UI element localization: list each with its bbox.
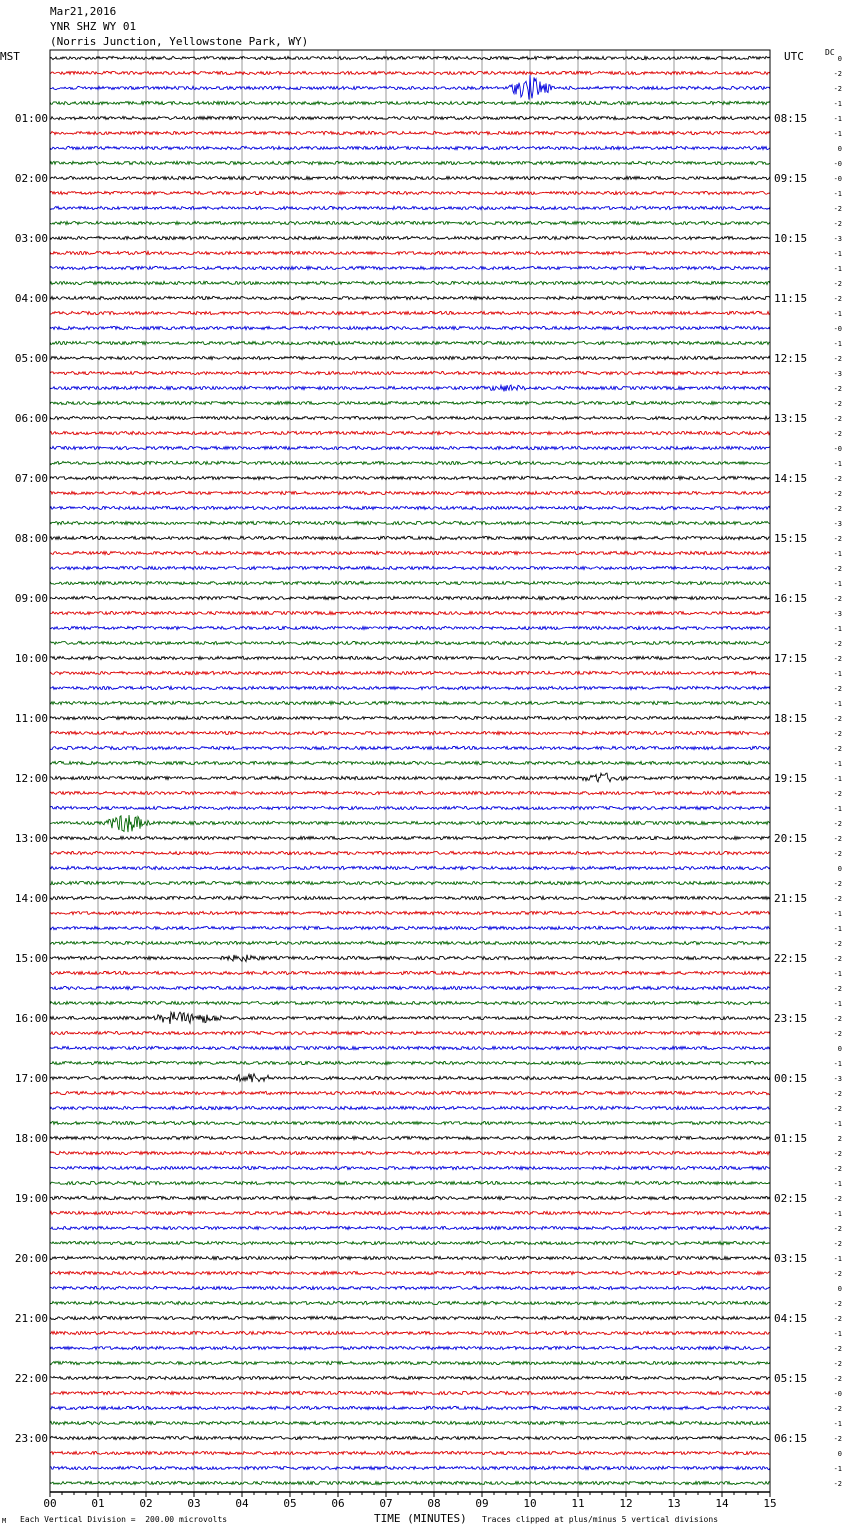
dc-offset-label: -1 [833, 310, 842, 318]
mst-hour-label: 08:00 [14, 532, 48, 545]
dc-offset-label: -3 [833, 370, 842, 378]
utc-hour-label: 08:15 [774, 112, 808, 125]
trace-line [50, 761, 770, 764]
dc-offset-label: -2 [833, 835, 842, 843]
axis-labels [15, 55, 842, 1510]
utc-hour-label: 00:15 [774, 1072, 808, 1085]
dc-offset-label: -2 [833, 1345, 842, 1353]
trace-line [50, 896, 770, 899]
mst-hour-label: 07:00 [14, 472, 48, 485]
dc-offset-label: -2 [833, 820, 842, 828]
utc-hour-label: 18:15 [774, 712, 808, 725]
utc-hour-label: 01:15 [774, 1132, 808, 1145]
utc-hour-label: 03:15 [774, 1252, 808, 1265]
dc-offset-label: -1 [833, 1465, 842, 1473]
seismic-traces [50, 56, 770, 1484]
trace-line [50, 1256, 770, 1259]
mst-hour-label: 06:00 [14, 412, 48, 425]
trace-line [50, 641, 770, 644]
x-tick-label: 15 [763, 1497, 777, 1510]
trace-line [50, 955, 770, 962]
utc-hour-label: 23:15 [774, 1012, 808, 1025]
trace-line [50, 371, 770, 374]
mst-hour-label: 17:00 [14, 1072, 48, 1085]
utc-hour-label: 17:15 [774, 652, 808, 665]
trace-line [50, 926, 770, 929]
mst-hour-label: 04:00 [14, 292, 48, 305]
trace-line [50, 356, 770, 359]
dc-offset-label: -0 [833, 175, 842, 183]
utc-hour-label: 05:15 [774, 1372, 808, 1385]
dc-offset-label: -2 [833, 490, 842, 498]
dc-offset-label: -3 [833, 235, 842, 243]
dc-offset-label: -2 [833, 385, 842, 393]
dc-offset-label: -1 [833, 700, 842, 708]
trace-line [50, 1046, 770, 1049]
x-tick-label: 02 [139, 1497, 153, 1510]
dc-offset-label: -2 [833, 1165, 842, 1173]
dc-offset-label: -1 [833, 1255, 842, 1263]
x-tick-label: 10 [523, 1497, 537, 1510]
trace-line [50, 1031, 770, 1034]
dc-offset-label: -3 [833, 610, 842, 618]
trace-line [50, 1346, 770, 1349]
plot-border [50, 50, 770, 1492]
dc-offset-label: 0 [837, 55, 842, 63]
dc-offset-label: -2 [833, 880, 842, 888]
trace-line [50, 1391, 770, 1394]
trace-line [50, 296, 770, 299]
mst-hour-label: 10:00 [14, 652, 48, 665]
x-tick-label: 07 [379, 1497, 393, 1510]
trace-line [50, 701, 770, 704]
dc-offset-label: -1 [833, 760, 842, 768]
dc-offset-label: -2 [833, 505, 842, 513]
trace-line [50, 1106, 770, 1109]
dc-offset-label: -1 [833, 265, 842, 273]
dc-offset-label: -2 [833, 1375, 842, 1383]
dc-offset-label: -1 [833, 910, 842, 918]
trace-line [50, 1436, 770, 1439]
trace-line [50, 491, 770, 494]
trace-line [50, 71, 770, 74]
trace-line [50, 176, 770, 179]
dc-offset-label: -1 [833, 1000, 842, 1008]
trace-line [50, 746, 770, 749]
dc-offset-label: -0 [833, 1390, 842, 1398]
trace-line [50, 815, 770, 832]
trace-line [50, 1226, 770, 1229]
trace-line [50, 791, 770, 794]
trace-line [50, 971, 770, 974]
dc-offset-label: -1 [833, 670, 842, 678]
trace-line [50, 1316, 770, 1319]
dc-offset-label: -0 [833, 445, 842, 453]
dc-offset-label: -2 [833, 685, 842, 693]
trace-line [50, 1001, 770, 1004]
x-tick-label: 13 [667, 1497, 681, 1510]
dc-offset-label: -2 [833, 1195, 842, 1203]
dc-offset-label: -2 [833, 745, 842, 753]
minute-grid [98, 50, 722, 1492]
trace-line [50, 731, 770, 734]
dc-offset-label: -2 [833, 220, 842, 228]
trace-line [50, 1166, 770, 1169]
trace-line [50, 1331, 770, 1334]
trace-line [50, 326, 770, 329]
x-tick-label: 09 [475, 1497, 489, 1510]
trace-line [50, 866, 770, 869]
trace-line [50, 911, 770, 914]
dc-offset-label: -1 [833, 925, 842, 933]
dc-offset-label: -1 [833, 115, 842, 123]
trace-line [50, 1136, 770, 1139]
x-axis-title: TIME (MINUTES) [374, 1512, 467, 1525]
x-tick-label: 00 [43, 1497, 57, 1510]
trace-line [50, 566, 770, 569]
x-tick-label: 04 [235, 1497, 249, 1510]
dc-offset-label: -1 [833, 580, 842, 588]
trace-line [50, 221, 770, 224]
trace-line [50, 416, 770, 419]
trace-line [50, 1012, 770, 1024]
trace-line [50, 146, 770, 149]
trace-line [50, 56, 770, 59]
trace-line [50, 116, 770, 119]
dc-offset-label: -2 [833, 535, 842, 543]
utc-hour-label: 10:15 [774, 232, 808, 245]
dc-offset-label: -1 [833, 550, 842, 558]
dc-offset-label: -2 [833, 1300, 842, 1308]
utc-hour-label: 21:15 [774, 892, 808, 905]
dc-offset-label: -1 [833, 460, 842, 468]
dc-offset-label: -2 [833, 1090, 842, 1098]
utc-hour-label: 09:15 [774, 172, 808, 185]
mst-hour-label: 02:00 [14, 172, 48, 185]
corner-mark: M [2, 1517, 7, 1525]
trace-line [50, 773, 770, 782]
mst-hour-label: 01:00 [14, 112, 48, 125]
station-code: YNR SHZ WY 01 [50, 20, 137, 33]
dc-offset-label: -2 [833, 1405, 842, 1413]
trace-line [50, 1376, 770, 1379]
trace-line [50, 806, 770, 809]
trace-line [50, 75, 770, 100]
trace-line [50, 131, 770, 134]
trace-line [50, 986, 770, 989]
dc-offset-label: -2 [833, 1015, 842, 1023]
dc-offset-label: -2 [833, 715, 842, 723]
x-tick-label: 06 [331, 1497, 345, 1510]
x-tick-label: 12 [619, 1497, 633, 1510]
dc-offset-label: -1 [833, 775, 842, 783]
trace-line [50, 1196, 770, 1199]
trace-line [50, 311, 770, 314]
mst-hour-label: 11:00 [14, 712, 48, 725]
dc-offset-label: -1 [833, 250, 842, 258]
dc-offset-label: -1 [833, 1210, 842, 1218]
trace-line [50, 1061, 770, 1064]
mst-hour-label: 18:00 [14, 1132, 48, 1145]
trace-line [50, 716, 770, 719]
dc-offset-label: -3 [833, 1075, 842, 1083]
dc-offset-label: -1 [833, 970, 842, 978]
dc-offset-label: -1 [833, 1330, 842, 1338]
trace-line [50, 161, 770, 164]
dc-offset-label: -2 [833, 565, 842, 573]
dc-offset-label: 0 [837, 865, 842, 873]
x-tick-label: 08 [427, 1497, 441, 1510]
dc-offset-label: -1 [833, 625, 842, 633]
dc-offset-label: -2 [833, 1150, 842, 1158]
trace-line [50, 266, 770, 269]
utc-hour-label: 13:15 [774, 412, 808, 425]
utc-hour-label: 02:15 [774, 1192, 808, 1205]
trace-line [50, 1271, 770, 1274]
trace-line [50, 686, 770, 689]
dc-offset-label: -2 [833, 400, 842, 408]
mst-hour-label: 19:00 [14, 1192, 48, 1205]
dc-offset-label: -2 [833, 985, 842, 993]
dc-offset-label: -1 [833, 1120, 842, 1128]
record-date: Mar21,2016 [50, 5, 117, 18]
trace-line [50, 941, 770, 944]
mst-hour-label: 15:00 [14, 952, 48, 965]
dc-offset-label: -2 [833, 1240, 842, 1248]
trace-line [50, 671, 770, 674]
trace-line [50, 521, 770, 524]
trace-line [50, 581, 770, 584]
trace-line [50, 1466, 770, 1469]
x-tick-label: 03 [187, 1497, 201, 1510]
dc-offset-label: -2 [833, 850, 842, 858]
dc-offset-label: -1 [833, 805, 842, 813]
dc-offset-label: -2 [833, 1360, 842, 1368]
utc-hour-label: 12:15 [774, 352, 808, 365]
dc-offset-label: -1 [833, 1420, 842, 1428]
dc-offset-label: -2 [833, 295, 842, 303]
x-tick-label: 05 [283, 1497, 297, 1510]
dc-offset-label: -2 [833, 280, 842, 288]
dc-offset-label: -0 [833, 325, 842, 333]
mst-hour-label: 05:00 [14, 352, 48, 365]
trace-line [50, 1121, 770, 1124]
mst-hour-label: 14:00 [14, 892, 48, 905]
dc-offset-label: -2 [833, 1225, 842, 1233]
trace-line [50, 1286, 770, 1289]
dc-offset-label: -2 [833, 1315, 842, 1323]
x-tick-label: 14 [715, 1497, 729, 1510]
utc-hour-label: 06:15 [774, 1432, 808, 1445]
utc-hour-label: 04:15 [774, 1312, 808, 1325]
dc-offset-label: -2 [833, 640, 842, 648]
dc-offset-label: -2 [833, 1030, 842, 1038]
dc-offset-label: -2 [833, 1480, 842, 1488]
trace-line [50, 626, 770, 629]
trace-line [50, 461, 770, 464]
trace-line [50, 656, 770, 659]
trace-line [50, 596, 770, 599]
utc-hour-label: 16:15 [774, 592, 808, 605]
x-tick-label: 11 [571, 1497, 585, 1510]
dc-offset-label: 0 [837, 1450, 842, 1458]
dc-offset-label: -1 [833, 100, 842, 108]
dc-offset-label: -2 [833, 1270, 842, 1278]
trace-line [50, 206, 770, 209]
utc-hour-label: 11:15 [774, 292, 808, 305]
dc-offset-label: -2 [833, 940, 842, 948]
scale-note: Each Vertical Division = 200.00 microvolts [20, 1515, 228, 1524]
dc-offset-label: -1 [833, 340, 842, 348]
trace-line [50, 551, 770, 554]
right-timezone-label: UTC [784, 50, 804, 63]
trace-line [50, 401, 770, 404]
trace-line [50, 1421, 770, 1424]
trace-line [50, 431, 770, 434]
trace-line [50, 446, 770, 449]
dc-offset-label: 0 [837, 1045, 842, 1053]
trace-line [50, 1451, 770, 1454]
utc-hour-label: 15:15 [774, 532, 808, 545]
mst-hour-label: 09:00 [14, 592, 48, 605]
trace-line [50, 251, 770, 254]
dc-offset-label: -2 [833, 415, 842, 423]
mst-hour-label: 21:00 [14, 1312, 48, 1325]
trace-line [50, 341, 770, 344]
mst-hour-label: 12:00 [14, 772, 48, 785]
trace-line [50, 191, 770, 194]
dc-offset-label: 2 [837, 1135, 842, 1143]
trace-line [50, 1211, 770, 1214]
trace-line [50, 881, 770, 884]
dc-offset-label: -2 [833, 430, 842, 438]
mst-hour-label: 03:00 [14, 232, 48, 245]
utc-hour-label: 20:15 [774, 832, 808, 845]
dc-offset-label: -1 [833, 190, 842, 198]
dc-offset-label: -2 [833, 475, 842, 483]
trace-line [50, 536, 770, 539]
trace-line [50, 1241, 770, 1244]
dc-offset-label: -2 [833, 655, 842, 663]
trace-line [50, 476, 770, 479]
left-timezone-label: MST [0, 50, 20, 63]
dc-offset-label: -2 [833, 790, 842, 798]
dc-offset-label: -2 [833, 1105, 842, 1113]
dc-offset-label: -2 [833, 955, 842, 963]
trace-line [50, 1074, 770, 1082]
mst-hour-label: 22:00 [14, 1372, 48, 1385]
utc-hour-label: 14:15 [774, 472, 808, 485]
mst-hour-label: 20:00 [14, 1252, 48, 1265]
dc-offset-label: -2 [833, 85, 842, 93]
dc-offset-label: -2 [833, 895, 842, 903]
dc-offset-label: -2 [833, 595, 842, 603]
utc-hour-label: 19:15 [774, 772, 808, 785]
dc-offset-label: 0 [837, 1285, 842, 1293]
dc-offset-label: -2 [833, 730, 842, 738]
trace-line [50, 611, 770, 614]
trace-line [50, 1151, 770, 1154]
trace-line [50, 1361, 770, 1364]
dc-offset-label: -1 [833, 1180, 842, 1188]
dc-offset-label: -1 [833, 130, 842, 138]
dc-offset-label: -1 [833, 1060, 842, 1068]
trace-line [50, 1406, 770, 1409]
trace-line [50, 385, 770, 391]
utc-hour-label: 22:15 [774, 952, 808, 965]
trace-line [50, 101, 770, 104]
trace-line [50, 851, 770, 854]
dc-offset-label: -2 [833, 205, 842, 213]
dc-label: DC [825, 48, 835, 57]
trace-line [50, 281, 770, 284]
plot-frame [50, 50, 770, 1497]
trace-line [50, 836, 770, 839]
dc-offset-label: -2 [833, 70, 842, 78]
trace-line [50, 506, 770, 509]
trace-line [50, 236, 770, 239]
trace-line [50, 1481, 770, 1484]
mst-hour-label: 16:00 [14, 1012, 48, 1025]
mst-hour-label: 13:00 [14, 832, 48, 845]
dc-offset-label: 0 [837, 145, 842, 153]
dc-offset-label: -2 [833, 355, 842, 363]
mst-hour-label: 23:00 [14, 1432, 48, 1445]
trace-line [50, 1181, 770, 1184]
station-location: (Norris Junction, Yellowstone Park, WY) [50, 35, 309, 48]
dc-offset-label: -0 [833, 160, 842, 168]
clip-note: Traces clipped at plus/minus 5 vertical divisions [482, 1515, 719, 1524]
x-tick-label: 01 [91, 1497, 105, 1510]
trace-line [50, 1301, 770, 1304]
dc-offset-label: -3 [833, 520, 842, 528]
dc-offset-label: -2 [833, 1435, 842, 1443]
trace-line [50, 1091, 770, 1094]
